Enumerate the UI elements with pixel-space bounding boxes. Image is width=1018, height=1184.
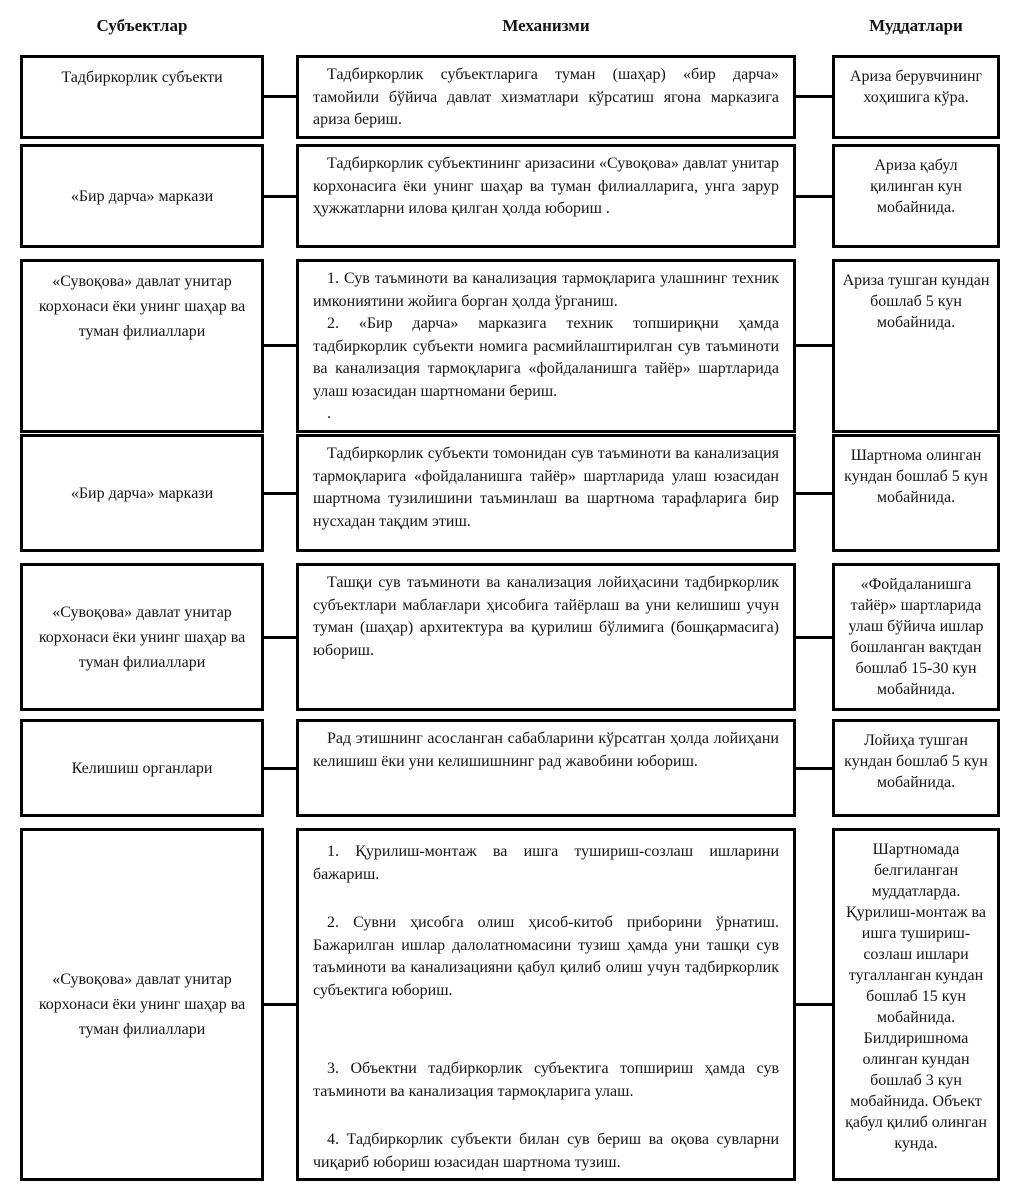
connector-line xyxy=(796,492,832,495)
subject-label: «Сувоқова» давлат унитар корхонаси ёки унинг шаҳар ва туман филиаллари xyxy=(38,971,246,1038)
connector-line xyxy=(264,492,296,495)
connector-line xyxy=(796,636,832,639)
term-box xyxy=(832,259,1000,433)
connector-line xyxy=(796,195,832,198)
subject-box xyxy=(20,259,264,433)
subject-label: Келишиш органлари xyxy=(71,759,213,777)
connector-line xyxy=(796,1003,832,1006)
mechanism-box xyxy=(296,259,796,433)
mechanism-paragraph: 3. Объектни тадбиркорлик субъектига топшириш ҳамда сув таъминоти ва канализация тармоқларига улаш. xyxy=(313,1060,779,1100)
subject-label: «Сувоқова» давлат унитар корхонаси ёки унинг шаҳар ва туман филиаллари xyxy=(38,603,246,671)
header-gap xyxy=(264,14,296,38)
subject-label: Тадбиркорлик субъекти xyxy=(61,69,223,86)
mechanism-paragraph: Тадбиркорлик субъектининг аризасини «Сувоқова» давлат унитар корхонасига ёки унинг шаҳар ва туман филиалларига, унга зарур ҳужжатларни илова қилган ҳолда юбориш . xyxy=(313,155,779,217)
connector-line xyxy=(264,767,296,770)
subject-box xyxy=(20,434,264,552)
mechanism-paragraph: 1. Сув таъминоти ва канализация тармоқларига улашнинг техник имкониятини жойига борган ҳолда ўрганиш. xyxy=(313,270,779,310)
flowchart-rows xyxy=(20,55,1018,1175)
term-box xyxy=(832,828,1000,1181)
term-box xyxy=(832,55,1000,139)
flowchart-row xyxy=(20,55,1018,133)
mechanism-paragraph: Тадбиркорлик субъекти томонидан сув таъминоти ва канализация тармоқларига «фойдаланишга тайёр» шартларида улаш юзасидан шартнома тузилишини таъминлаш ва шартнома тарафларига бир нусхадан тақдим этиш. xyxy=(313,445,779,530)
mechanism-paragraph: 4. Тадбиркорлик субъекти билан сув бериш ва оқова сувларни чиқариб юбориш юзасидан шартнома тузиш. xyxy=(313,1131,779,1171)
column-headers xyxy=(20,14,1018,38)
term-label: «Фойдаланишга тайёр» шартларида улаш бўйича ишлар бошланган вақтдан бошлаб 15-30 кун мобайнида. xyxy=(848,576,984,698)
connector-line xyxy=(796,767,832,770)
mechanism-paragraph: 1. Қурилиш-монтаж ва ишга тушириш-созлаш ишларини бажариш. xyxy=(313,843,779,883)
connector-line xyxy=(264,95,296,98)
flowchart-row xyxy=(20,259,1018,423)
mechanism-box xyxy=(296,434,796,552)
term-box xyxy=(832,563,1000,711)
mechanism-paragraph: 2. Сувни ҳисобга олиш ҳисоб-китоб приборини ўрнатиш. Бажарилган ишлар далолатномасини тузиш ҳамда уни ташқи сув таъминоти ва канализацияни қабул қилиб олиш учун тадбиркорлик субъектига юбориш. xyxy=(313,914,779,999)
mechanism-paragraph: Рад этишнинг асосланган сабабларини кўрсатган ҳолда лойиҳани келишиш ёки уни келишишнинг рад жавобини юбориш. xyxy=(313,730,779,770)
mechanism-box xyxy=(296,719,796,817)
mechanism-box xyxy=(296,55,796,139)
header-terms: Муддатлари xyxy=(869,16,963,35)
term-box xyxy=(832,434,1000,552)
term-box xyxy=(832,719,1000,817)
flowchart-row xyxy=(20,434,1018,552)
flowchart-row xyxy=(20,719,1018,817)
header-gap xyxy=(796,14,832,38)
subject-label: «Бир дарча» маркази xyxy=(70,187,214,205)
subject-label: «Сувоқова» давлат унитар корхонаси ёки унинг шаҳар ва туман филиаллари xyxy=(38,273,246,340)
subject-label: «Бир дарча» маркази xyxy=(70,484,214,502)
connector-line xyxy=(264,1003,296,1006)
header-mechanisms: Механизми xyxy=(502,16,590,35)
flowchart-row xyxy=(20,563,1018,708)
flowchart-row xyxy=(20,144,1018,248)
connector-line xyxy=(796,95,832,98)
header-subjects: Субъектлар xyxy=(96,16,188,35)
subject-box xyxy=(20,563,264,711)
mechanism-paragraph: Тадбиркорлик субъектларига туман (шаҳар) «бир дарча» тамойили бўйича давлат хизматлари кўрсатиш ягона марказига ариза бериш. xyxy=(313,66,779,128)
mechanism-paragraph: . xyxy=(327,405,331,422)
mechanism-paragraph: Ташқи сув таъминоти ва канализация лойиҳасини тадбиркорлик субъектлари маблағлари ҳисобига тайёрлаш ва уни келишиш учун туман (шаҳар) архитектура ва қурилиш бўлимига (бошқармасига) юбориш. xyxy=(313,574,779,659)
connector-line xyxy=(264,195,296,198)
term-label: Ариза тушган кундан бошлаб 5 кун мобайнида. xyxy=(842,272,990,331)
mechanism-box xyxy=(296,828,796,1181)
term-label: Ариза қабул қилинган кун мобайнида. xyxy=(870,157,962,216)
mechanism-box xyxy=(296,563,796,711)
term-box xyxy=(832,144,1000,248)
term-label: Ариза берувчининг хоҳишига кўра. xyxy=(849,68,983,106)
subject-box xyxy=(20,55,264,139)
connector-line xyxy=(264,636,296,639)
subject-box xyxy=(20,719,264,817)
flowchart-row xyxy=(20,828,1018,1175)
mechanism-paragraph: 2. «Бир дарча» марказига техник топшириқни ҳамда тадбиркорлик субъекти номига расмийлаштирилган сув таъминоти ва канализация тармоқларига «фойдаланишга тайёр» шартларида улаш юзасидан шартномани бериш. xyxy=(313,315,779,400)
connector-line xyxy=(264,344,296,347)
connector-line xyxy=(796,344,832,347)
term-label: Лойиҳа тушган кундан бошлаб 5 кун мобайнида. xyxy=(844,732,988,791)
term-label: Шартнома олинган кундан бошлаб 5 кун мобайнида. xyxy=(844,447,988,506)
subject-box xyxy=(20,144,264,248)
term-label: Шартномада белгиланган муддатларда. Қурилиш-монтаж ва ишга тушириш-созлаш ишлари тугалланган кундан бошлаб 15 кун мобайнида. Билдиришнома олинган кундан бошлаб 3 кун мобайнида. Объект қабул қилиб олинган кунда. xyxy=(845,841,987,1152)
mechanism-box xyxy=(296,144,796,248)
subject-box xyxy=(20,828,264,1181)
